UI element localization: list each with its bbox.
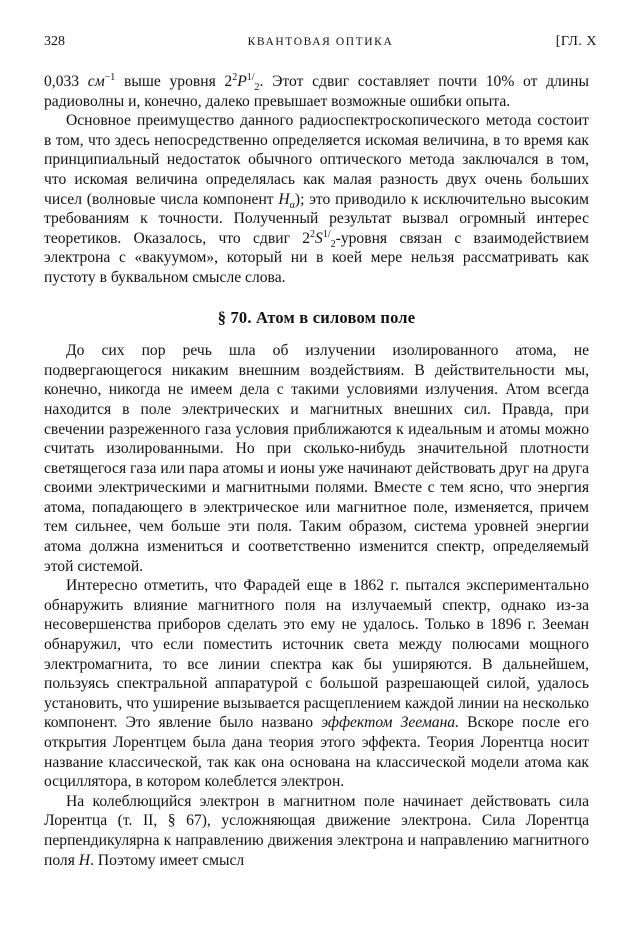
level-symbol: P xyxy=(237,73,247,90)
h-alpha-symbol: H xyxy=(278,190,290,208)
paragraph-zeeman-history: Интересно отметить, что Фарадей еще в 1862 г. пытался экспериментально обнаружить влияние магнитного поля на излучаемый спектр, однако из-за несовершенства приборов сделать это ему не удалось. Только в 1896 г. Зееман обнаружил, что если поместить источник света между полюсами мощного электромагнита, то все линии спектра как бы уширяются. В дальнейшем, пользуясь спектральной аппаратурой с большой разрешающей силой, удалось установить, что уширение вызывается расщеплением каждой линии на несколько компонент. Это явление было названо эффектом Зеемана. Вскоре после его открытия Лорентцем была дана теория этого эффекта. Теория Лорентца носит название классической, так как она основана на классической модели атома как осциллятора, в котором колеблется электрон. xyxy=(44,577,590,791)
paragraph-external-fields: До сих пор речь шла об излучении изолированного атома, не подвергающегося никаким внешним воздействиям. В действительности мы, конечно, никогда не имеем дела с такими условиями излучения. Атом всегда находится в поле электрических и магнитных внешних сил. Правда, при свечении разреженного газа условия приближаются к идеальным и атомы можно считать изолированными. Но при сколько-нибудь значительной плотности светящегося газа или пара атомы и ионы уже начинают действовать друг на друга своими электрическими и магнитными полями. Вместе с тем ясно, что энергия атома, попадающего в электрическое или магнитное поле, изменяется, причем тем сильнее, чем больше эти поля. Таким образом, система уровней энергии атома должна измениться и соответственно изменится спектр, определяемый этой системой. xyxy=(44,342,589,575)
unit-exponent: −1 xyxy=(104,71,116,83)
shift-value: 0,033 xyxy=(44,73,80,90)
chapter-label: [ГЛ. X xyxy=(555,34,597,49)
running-title: КВАНТОВАЯ ОПТИКА xyxy=(247,36,394,48)
paragraph-method-advantage: Основное преимущество данного радиоспектроскопического метода состоит в том, что здесь непосредственно определяется искомая величина, в то время как принципиальный недостаток обычного оптического метода заключался в том, что искомая величина определялась как малая разность двух очень больших чисел (волновые числа компонент $H_\alpha$); это приводило к исключительно высоким требованиям к точности. Полученный результат вызвал огромный интерес теоретиков. Оказалось, что сдвиг $2^2S^{1/}_2$-уровня связан с взаимодействием электрона с «вакуумом», который ни в коей мере нельзя рассматривать как пустоту в буквальном смысле слова. xyxy=(44,112,589,286)
zeeman-effect-term: эффектом Зеемана. xyxy=(321,714,460,732)
page-number: 328 xyxy=(44,34,65,49)
section-heading: § 70. Атом в силовом поле xyxy=(217,307,416,327)
unit: см xyxy=(87,73,105,90)
running-header xyxy=(44,34,597,54)
s-level-symbol: S xyxy=(315,229,323,247)
paragraph-continued: 0,033 $см^{-1}$ выше уровня $2^2P^{1/}_2$. Этот сдвиг составляет почти 10% от длины радиоволны и, конечно, далеко превышает возможные ошибки опыта. xyxy=(44,71,589,110)
paragraph-lorentz-force: На колеблющийся электрон в магнитном поле начинает действовать сила Лорентца (т. II, § 67), усложняющая движение электрона. Сила Лорентца перпендикулярна к направлению движения электрона и направлению магнитного поля H. Поэтому имеет смысл xyxy=(44,792,589,869)
field-symbol: H xyxy=(78,851,91,869)
body-text xyxy=(44,72,589,870)
